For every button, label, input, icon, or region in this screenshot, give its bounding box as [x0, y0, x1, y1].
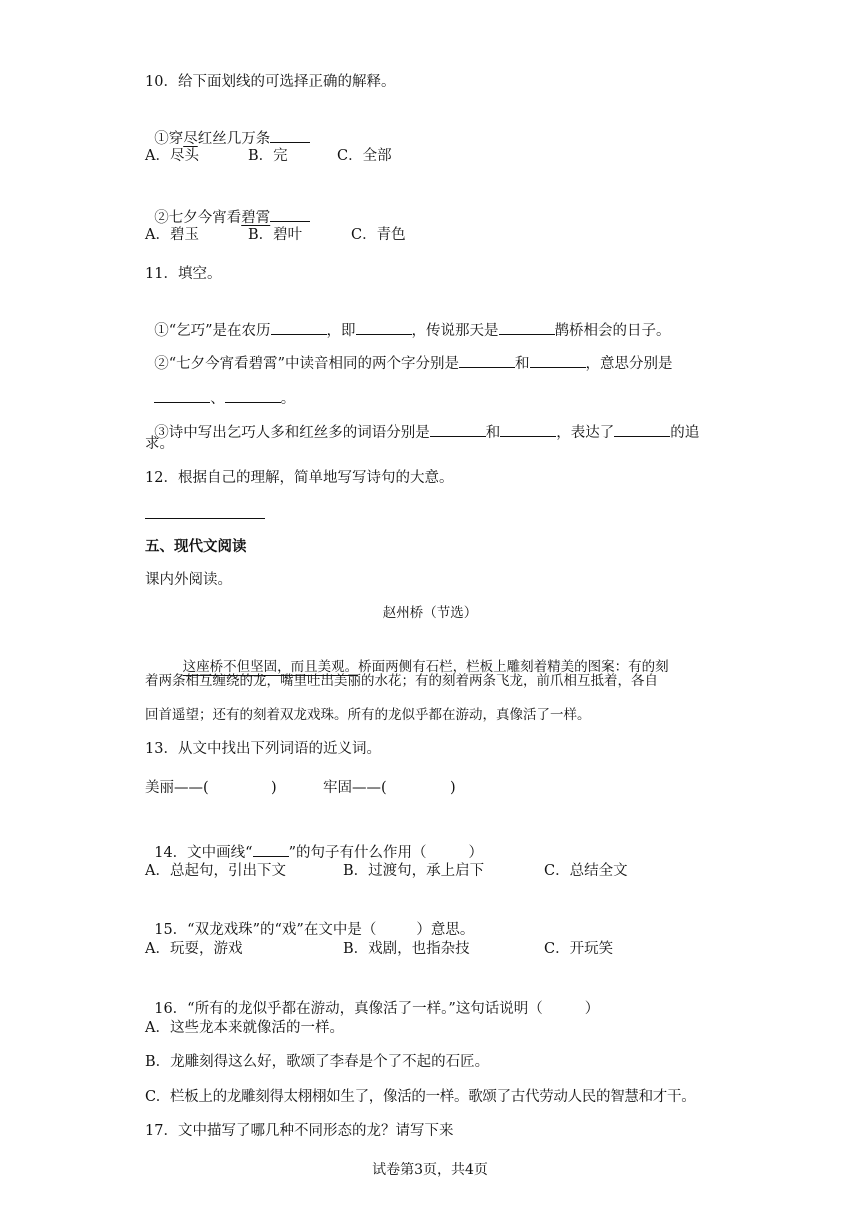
underline-marker [253, 841, 289, 857]
text: ③诗中写出乞巧人多和红丝多的词语分别是 [154, 425, 430, 441]
answer-blank[interactable] [530, 352, 586, 368]
text: ②“七夕今宵看碧霄”中读音相同的两个字分别是 [154, 356, 460, 372]
answer-blank[interactable] [430, 421, 486, 437]
option-a[interactable]: A．尽头 [145, 148, 199, 164]
question-15-stem [145, 900, 474, 940]
synonym-prompt-2: 牢固——( [323, 780, 387, 796]
option-c[interactable]: C．全部 [337, 148, 392, 164]
option-c[interactable]: C．栏板上的龙雕刻得太栩栩如生了，像活的一样。歌颂了古代劳动人民的智慧和才干。 [145, 1089, 696, 1105]
section-heading: 五、现代文阅读 [145, 538, 247, 555]
answer-blank[interactable] [459, 352, 515, 368]
text: 鹊桥相会的日子。 [554, 323, 671, 339]
text: 的追 [670, 425, 700, 441]
section-intro: 课内外阅读。 [145, 572, 232, 588]
option-a[interactable]: A．这些龙本来就像活的一样。 [145, 1020, 344, 1036]
text: 和 [515, 356, 530, 372]
option-b[interactable]: B．戏剧，也指杂技 [343, 941, 470, 957]
option-b[interactable]: B．完 [248, 148, 288, 164]
passage-line-3: 回首遥望；还有的刻着双龙戏珠。所有的龙似乎都在游动，真像活了一样。 [145, 707, 591, 723]
underlined-word: 碧霄 [241, 210, 271, 226]
question-11-line-4 [145, 401, 699, 443]
synonym-prompt-1: 美丽——( [145, 780, 209, 796]
answer-blank[interactable] [614, 421, 670, 437]
question-10-item-1 [145, 107, 310, 149]
question-14-stem [145, 821, 483, 863]
text: ） [468, 845, 484, 861]
option-c[interactable]: C．开玩笑 [544, 941, 614, 957]
passage-title: 赵州桥（节选） [382, 605, 478, 621]
question-12-stem: 12．根据自己的理解，简单地写写诗句的大意。 [145, 470, 454, 486]
question-11-stem: 11．填空。 [145, 266, 222, 282]
text: ） [584, 1001, 600, 1017]
option-a[interactable]: A．玩耍，游戏 [145, 941, 243, 957]
answer-blank[interactable] [500, 421, 556, 437]
question-11-line-5: 求。 [145, 436, 174, 452]
answer-blank[interactable] [270, 206, 310, 222]
text: 。 [280, 391, 296, 407]
text: ，传说那天是 [411, 323, 499, 339]
underlined-sentence: 这座桥不但坚固，而且美观。 [182, 659, 359, 675]
paren-close: ) [450, 780, 456, 796]
item-suffix: 红丝几万条 [197, 131, 271, 147]
page-footer: 试卷第3页，共4页 [372, 1162, 488, 1178]
text: 和 [485, 425, 501, 441]
question-16-stem [145, 979, 599, 1019]
text: 、 [210, 391, 225, 407]
text: ，即 [326, 323, 356, 339]
paren-close: ) [271, 780, 277, 796]
option-b[interactable]: B．龙雕刻得这么好，歌颂了李春是个了不起的石匠。 [145, 1054, 490, 1070]
text: 桥面两侧有石栏，栏板上雕刻着精美的图案：有的刻 [358, 659, 669, 675]
text: ，意思分别是 [585, 356, 673, 372]
underlined-word: 尽 [183, 131, 198, 147]
option-b[interactable]: B．碧叶 [248, 227, 303, 243]
text: ）意思。 [416, 922, 475, 938]
item-prefix: ②七夕今宵看 [154, 210, 242, 226]
question-13-stem: 13．从文中找出下列词语的近义词。 [145, 741, 381, 757]
option-c[interactable]: C．青色 [351, 227, 406, 243]
option-a[interactable]: A．总起句，引出下文 [145, 863, 286, 879]
text: ①“乞巧”是在农历 [154, 323, 271, 339]
answer-blank[interactable] [270, 127, 310, 143]
option-b[interactable]: B．过渡句，承上启下 [343, 863, 485, 879]
option-c[interactable]: C．总结全文 [544, 863, 628, 879]
text: 16．“所有的龙似乎都在游动，真像活了一样。”这句话说明（ [154, 1001, 543, 1017]
text: 14．文中画线“ [154, 845, 253, 861]
option-a[interactable]: A．碧玉 [145, 227, 199, 243]
text: ，表达了 [556, 425, 615, 441]
answer-line[interactable] [145, 518, 265, 519]
question-17-stem: 17．文中描写了哪几种不同形态的龙？请写下来 [145, 1123, 454, 1139]
text: 15．“双龙戏珠”的“戏”在文中是（ [154, 922, 377, 938]
item-prefix: ①穿 [154, 131, 184, 147]
passage-line-2: 着两条相互缠绕的龙，嘴里吐出美丽的水花；有的刻着两条飞龙，前爪相互抵着，各自 [145, 673, 658, 689]
text: ”的句子有什么作用（ [288, 845, 427, 861]
question-10-item-2 [145, 186, 310, 228]
question-10-stem: 10．给下面划线的可选择正确的解释。 [145, 74, 396, 90]
